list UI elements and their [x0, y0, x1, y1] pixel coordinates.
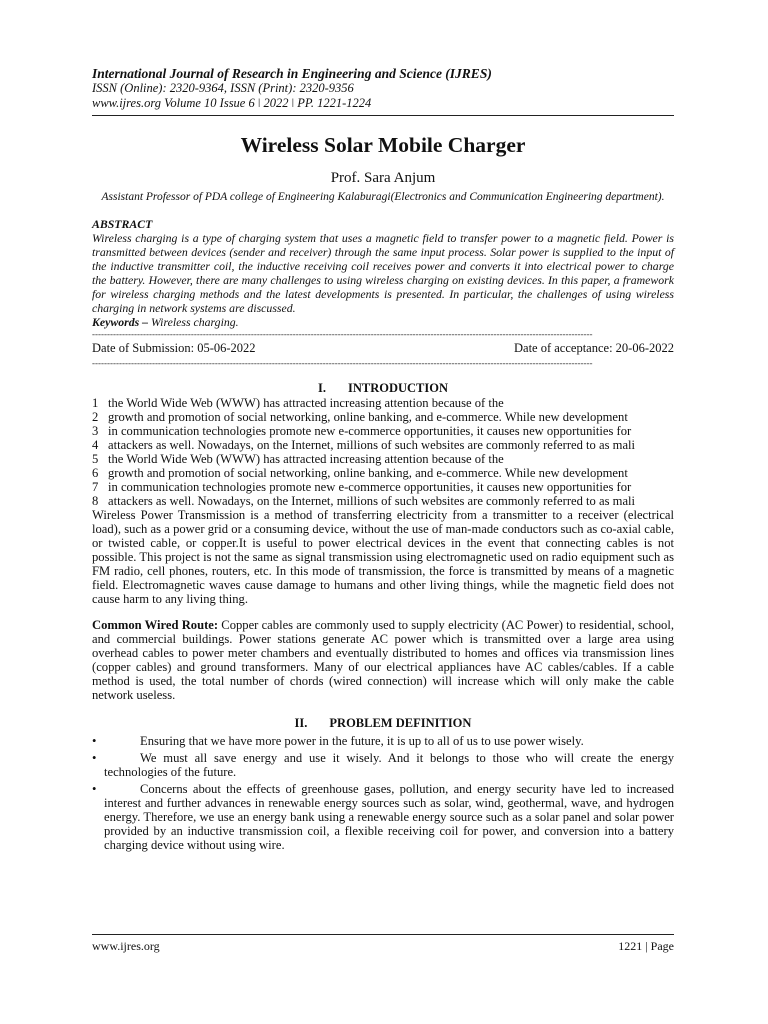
intro-paragraph: Wireless Power Transmission is a method of transferring electricity from a transmitter to a receiver (electrical load), such as a power grid or a consuming device, without the use of man-made conductors such as co-axial cable, or twisted cable, or copper.It is useful to power electrical devices in the event that connecting cables is not possible. This project is not the same as signal transmission using electromagnetic used on radio equipment such as FM radio, cell phones, routers, etc. In this mode of transmission, the force is transmitted by means of a magnetic field. Electromagnetic waves cause damage to humans and other living things, while the magnetic field does not cause harm to any living thing. [92, 508, 674, 606]
paper-author: Prof. Sara Anjum [330, 170, 436, 186]
footer-site: www.ijres.org [92, 939, 160, 953]
numbered-line [92, 438, 674, 452]
footer-row [92, 939, 674, 954]
bullet-text: Ensuring that we have more power in the future, it is up to all of us to use power wisely. [140, 734, 584, 748]
header-rule [92, 115, 674, 116]
bullet-icon: • [92, 734, 97, 748]
line-text: the World Wide Web (WWW) has attracted increasing attention because of the [108, 396, 504, 410]
line-text: attackers as well. Nowadays, on the Internet, millions of such websites are commonly referred to as mali [108, 494, 636, 508]
keywords-value: Wireless charging. [148, 315, 239, 329]
line-text: attackers as well. Nowadays, on the Internet, millions of such websites are commonly referred to as mali [108, 438, 636, 452]
section-title: PROBLEM DEFINITION [329, 716, 472, 730]
numbered-line [92, 410, 674, 424]
journal-name: International Journal of Research in Engineering and Science (IJRES) [92, 66, 492, 81]
line-number: 8 [92, 494, 99, 508]
bullet-text: Concerns about the effects of greenhouse gases, pollution, and energy security have led to increased interest and further advances in renewable energy sources such as solar, wind, geothermal, wave, and hydrogen energy. Therefore, we use an energy bank using a renewable energy source such as a solar panel and solar power provided by an inductive transmission coil, a flexible receiving coil for power, and conversion into a battery charging device without using wire. [104, 782, 674, 852]
line-number: 1 [92, 396, 99, 410]
line-text: in communication technologies promote new e-commerce opportunities, it causes new opportunities for [108, 480, 632, 494]
separator-bottom: ----------------------------------------------------------------------------------------------------------------------------------------------------------------------- [92, 358, 593, 368]
journal-header [92, 66, 674, 111]
bullet-icon: • [92, 782, 97, 796]
bullet-text: We must all save energy and use it wisely. And it belongs to those who will create the energy technologies of the future. [104, 751, 674, 779]
submission-date: Date of Submission: 05-06-2022 [92, 341, 256, 355]
bullet-item [92, 734, 674, 748]
bullet-item [92, 782, 674, 852]
wired-route-text: Copper cables are commonly used to supply electricity (AC Power) to residential, school, and commercial buildings. Power stations generate AC power which is transmitted over a large area using overhead cables to power meter chambers and eventually distributed to homes and offices via transmission lines (copper cables) and ground transformers. Many of our electrical appliances have AC cables/cables. If a cable method is used, the total number of chords (wired connection) will increase which will only make the cable network useless. [92, 618, 674, 702]
line-number: 3 [92, 424, 99, 438]
section-number: II. [294, 716, 308, 730]
keywords-label: Keywords – [92, 315, 149, 329]
numbered-line [92, 452, 674, 466]
line-text: growth and promotion of social networking, online banking, and e-commerce. While new development [108, 410, 628, 424]
journal-issn: ISSN (Online): 2320-9364, ISSN (Print): 2320-9356 [92, 81, 354, 95]
bullet-icon: • [92, 751, 97, 765]
paper-title: Wireless Solar Mobile Charger [240, 133, 526, 157]
section-title: INTRODUCTION [347, 381, 448, 395]
line-number: 6 [92, 466, 99, 480]
line-text: the World Wide Web (WWW) has attracted increasing attention because of the [108, 452, 504, 466]
author-affiliation: Assistant Professor of PDA college of Engineering Kalaburagi(Electronics and Communication Engineering department). [101, 191, 665, 203]
line-text: in communication technologies promote new e-commerce opportunities, it causes new opportunities for [108, 424, 632, 438]
numbered-line [92, 480, 674, 494]
abstract-text: Wireless charging is a type of charging system that uses a magnetic field to transfer power to a magnetic field. Power is transmitted between devices (sender and receiver) through the same input process. Solar power is supplied to the input of the inductive transmitter coil, the inductive receiving coil receives power and converts it into electrical power to charge the battery. However, there are many challenges to using wireless charging on existing devices. In this paper, a framework for wireless charging methods and the latest developments is presented. In particular, the challenges of using wireless charging in network systems are discussed. [92, 231, 674, 315]
page-footer [92, 934, 674, 954]
line-text: growth and promotion of social networking, online banking, and e-commerce. While new development [108, 466, 628, 480]
numbered-line [92, 466, 674, 480]
footer-page-number: 1221 | Page [618, 939, 674, 953]
wired-route-paragraph [92, 618, 674, 702]
section-number: I. [317, 381, 326, 395]
bullet-list [92, 734, 674, 852]
section-heading-problem [92, 715, 674, 731]
dates-row [92, 339, 674, 358]
line-number: 5 [92, 452, 99, 466]
numbered-lines [92, 396, 674, 508]
keywords [92, 315, 674, 329]
section-heading-introduction [92, 380, 674, 396]
numbered-line [92, 396, 674, 410]
numbered-line [92, 424, 674, 438]
separator-top: ----------------------------------------------------------------------------------------------------------------------------------------------------------------------- [92, 329, 593, 339]
abstract-heading: ABSTRACT [92, 217, 153, 231]
bullet-item [92, 751, 674, 779]
numbered-line [92, 494, 674, 508]
footer-rule [92, 934, 674, 935]
paper-page [92, 66, 674, 852]
journal-volume: www.ijres.org Volume 10 Issue 6 ǀ 2022 ǀ PP. 1221-1224 [92, 96, 372, 110]
line-number: 7 [92, 480, 99, 494]
line-number: 4 [92, 438, 99, 452]
wired-route-label: Common Wired Route: [92, 618, 219, 632]
line-number: 2 [92, 410, 99, 424]
acceptance-date: Date of acceptance: 20-06-2022 [514, 341, 674, 355]
